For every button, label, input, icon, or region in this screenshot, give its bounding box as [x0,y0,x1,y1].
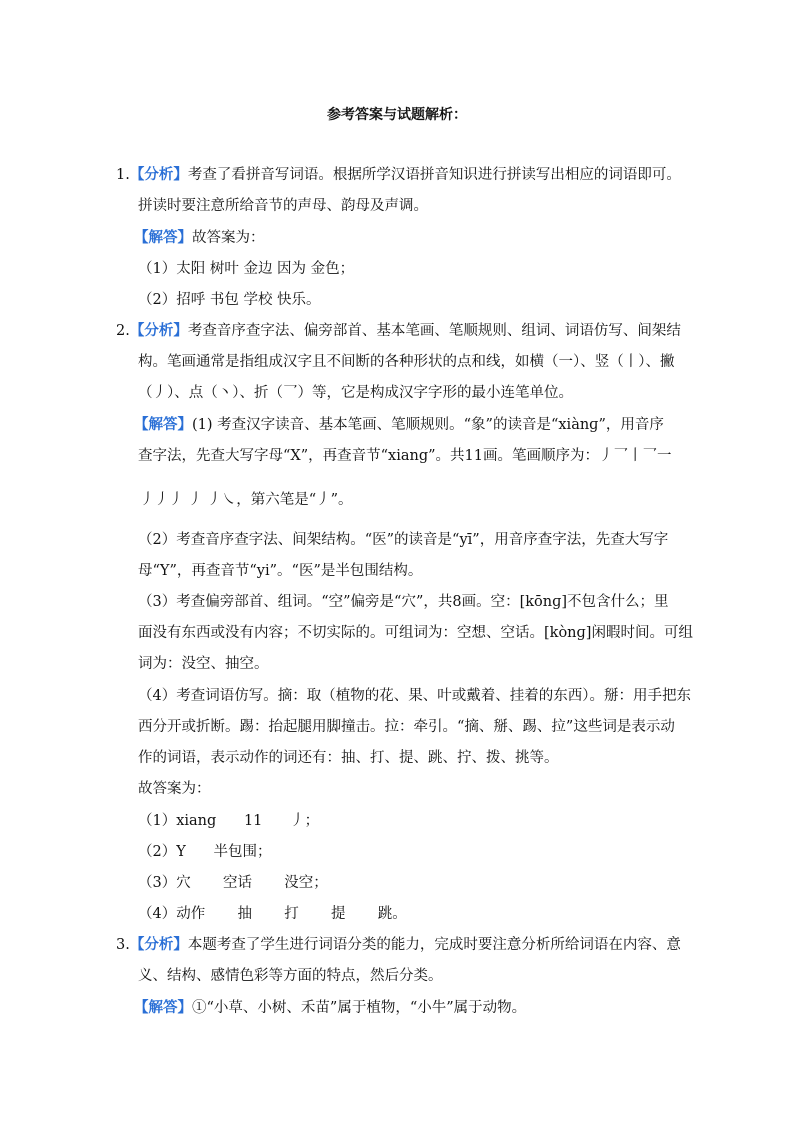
q3-analysis-line-1 [116,935,681,955]
q2-final-answer-3: （3）穴 空话 没空； [138,875,328,891]
analysis-tag: 【分析】 [129,936,188,953]
q2-answer-p2-line-2: 母“Y”，再查音节“yi”。“医”是半包围结构。 [138,563,423,579]
analysis-tag: 【分析】 [129,166,188,183]
q2-answer-p3-line-3: 词为：没空、抽空。 [138,656,269,672]
q1-analysis-text: 考查了看拼音写词语。根据所学汉语拼音知识进行拼读写出相应的词语即可。 [187,167,681,183]
q2-final-answer-2: （2）Y 半包围； [138,844,272,860]
q3-analysis-line-2: 义、结构、感情色彩等方面的特点，然后分类。 [138,968,443,984]
q3-answer-line-1 [134,998,526,1018]
q2-number: 2. [116,323,130,339]
answer-tag: 【解答】 [134,999,192,1016]
page-title: 参考答案与试题解析： [327,107,467,123]
answer-tag: 【解答】 [134,229,192,246]
q1-number: 1. [116,167,130,183]
q1-answer-2: （2）招呼 书包 学校 快乐。 [138,292,321,308]
q2-answer-p4-line-2: 西分开或折断。踢：抬起腿用脚撞击。拉：牵引。“摘、掰、踢、拉”这些词是表示动 [138,719,675,735]
q2-analysis-line-1 [116,321,681,341]
q3-number: 3. [116,937,130,953]
q2-answer-p1-line-3: 丿丿丿 丿 丿㇏，第六笔是“丿”。 [140,492,353,508]
q2-answer-p2-line-1: （2）考查音序查字法、间架结构。“医”的读音是“yī”，用音序查字法，先查大写字 [138,532,669,548]
q2-final-answer-head: 故答案为： [138,781,211,797]
q2-answer-p1-line-1 [134,415,664,435]
q2-analysis-text: 考查音序查字法、偏旁部首、基本笔画、笔顺规则、组词、词语仿写、间架结 [187,323,681,339]
q2-answer-p1-line-2: 查字法，先查大写字母“X”，再查音节“xiang”。共11画。笔画顺序为：丿乛丨乛一 [138,448,672,464]
analysis-tag: 【分析】 [129,322,188,339]
q2-answer-p3-line-2: 面没有东西或没有内容；不切实际的。可组词为：空想、空话。[kònɡ]闲暇时间。可组 [138,625,693,641]
q1-analysis-line-2: 拼读时要注意所给音节的声母、韵母及声调。 [138,198,428,214]
q2-answer-p4-line-3: 作的词语，表示动作的词还有：抽、打、提、跳、拧、拨、挑等。 [138,750,559,766]
q2-analysis-line-2: 构。笔画通常是指组成汉字且不间断的各种形状的点和线，如横（一）、竖（丨）、撇 [138,354,675,370]
answer-tag: 【解答】 [134,416,192,433]
q2-answer-p3-line-1: （3）考查偏旁部首、组词。“空”偏旁是“穴”，共8画。空：[kōnɡ]不包含什么；里 [138,594,669,610]
q2-answer-p1-text: (1) 考查汉字读音、基本笔画、笔顺规则。“象”的读音是“xiànɡ”，用音序 [192,417,664,433]
q1-analysis-line-1 [116,165,681,185]
q1-answer-intro: 故答案为： [192,230,265,246]
q3-answer-text: ①“小草、小树、禾苗”属于植物，“小牛”属于动物。 [192,1000,527,1016]
q2-answer-p4-line-1: （4）考查词语仿写。摘：取（植物的花、果、叶或戴着、挂着的东西）。掰：用手把东 [138,688,691,704]
q2-final-answer-4: （4）动作 抽 打 提 跳。 [138,906,407,922]
q1-answer-head [134,228,265,248]
q2-final-answer-1: （1）xiang 11 丿； [138,813,320,829]
q1-answer-1: （1）太阳 树叶 金边 因为 金色； [138,261,355,277]
q2-analysis-line-3: （丿）、点（丶）、折（乛）等，它是构成汉字字形的最小连笔单位。 [138,385,573,401]
q3-analysis-text: 本题考查了学生进行词语分类的能力，完成时要注意分析所给词语在内容、意 [187,937,681,953]
